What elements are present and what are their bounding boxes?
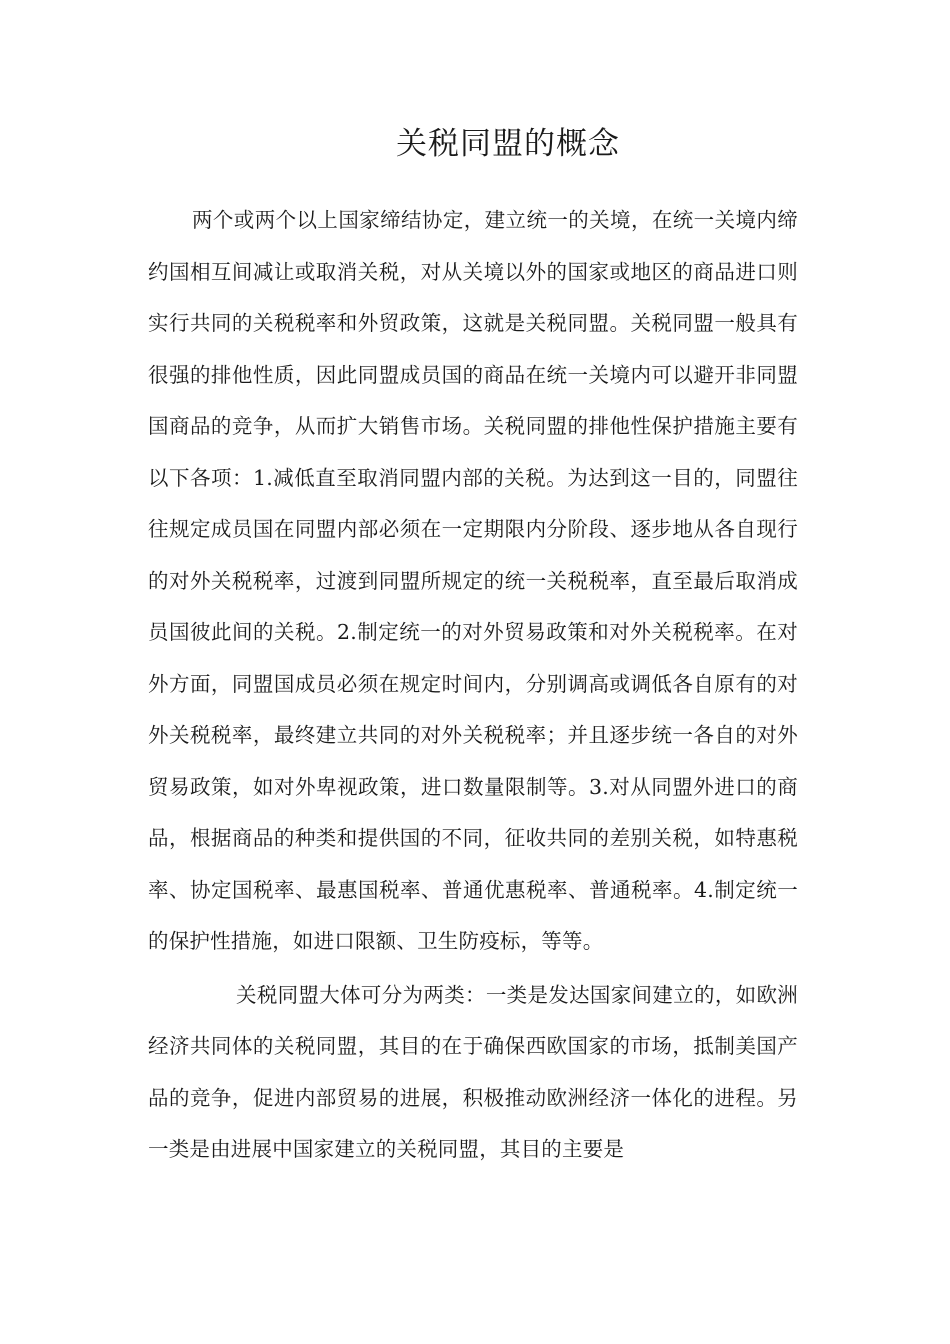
paragraph: 两个或两个以上国家缔结协定，建立统一的关境，在统一关境内缔约国相互间减让或取消关税，对从关境以外的国家或地区的商品进口则实行共同的关税税率和外贸政策，这就是关税同盟。关税同盟一般具有很强的排他性质，因此同盟成员国的商品在统一关境内可以避开非同盟国商品的竞争，从而扩大销售市场。关税同盟的排他性保护措施主要有以下各项：1.减低直至取消同盟内部的关税。为达到这一目的，同盟往往规定成员国在同盟内部必须在一定期限内分阶段、逐步地从各自现行的对外关税税率，过渡到同盟所规定的统一关税税率，直至最后取消成员国彼此间的关税。2.制定统一的对外贸易政策和对外关税税率。在对外方面，同盟国成员必须在规定时间内，分别调高或调低各自原有的对外关税税率，最终建立共同的对外关税税率；并且逐步统一各自的对外贸易政策，如对外卑视政策，进口数量限制等。3.对从同盟外进口的商品，根据商品的种类和提供国的不同，征收共同的差别关税，如特惠税率、协定国税率、最惠国税率、普通优惠税率、普通税率。4.制定统一的保护性措施，如进口限额、卫生防疫标，等等。	[148, 208, 798, 953]
document-body	[148, 195, 798, 1176]
document-title: 关税同盟的概念	[396, 126, 620, 162]
paragraph: 关税同盟大体可分为两类：一类是发达国家间建立的，如欧洲经济共同体的关税同盟，其目的在于确保西欧国家的市场，抵制美国产品的竞争，促进内部贸易的进展，积极推动欧洲经济一体化的进程。另一类是由进展中国家建立的关税同盟，其目的主要是	[148, 982, 798, 1161]
